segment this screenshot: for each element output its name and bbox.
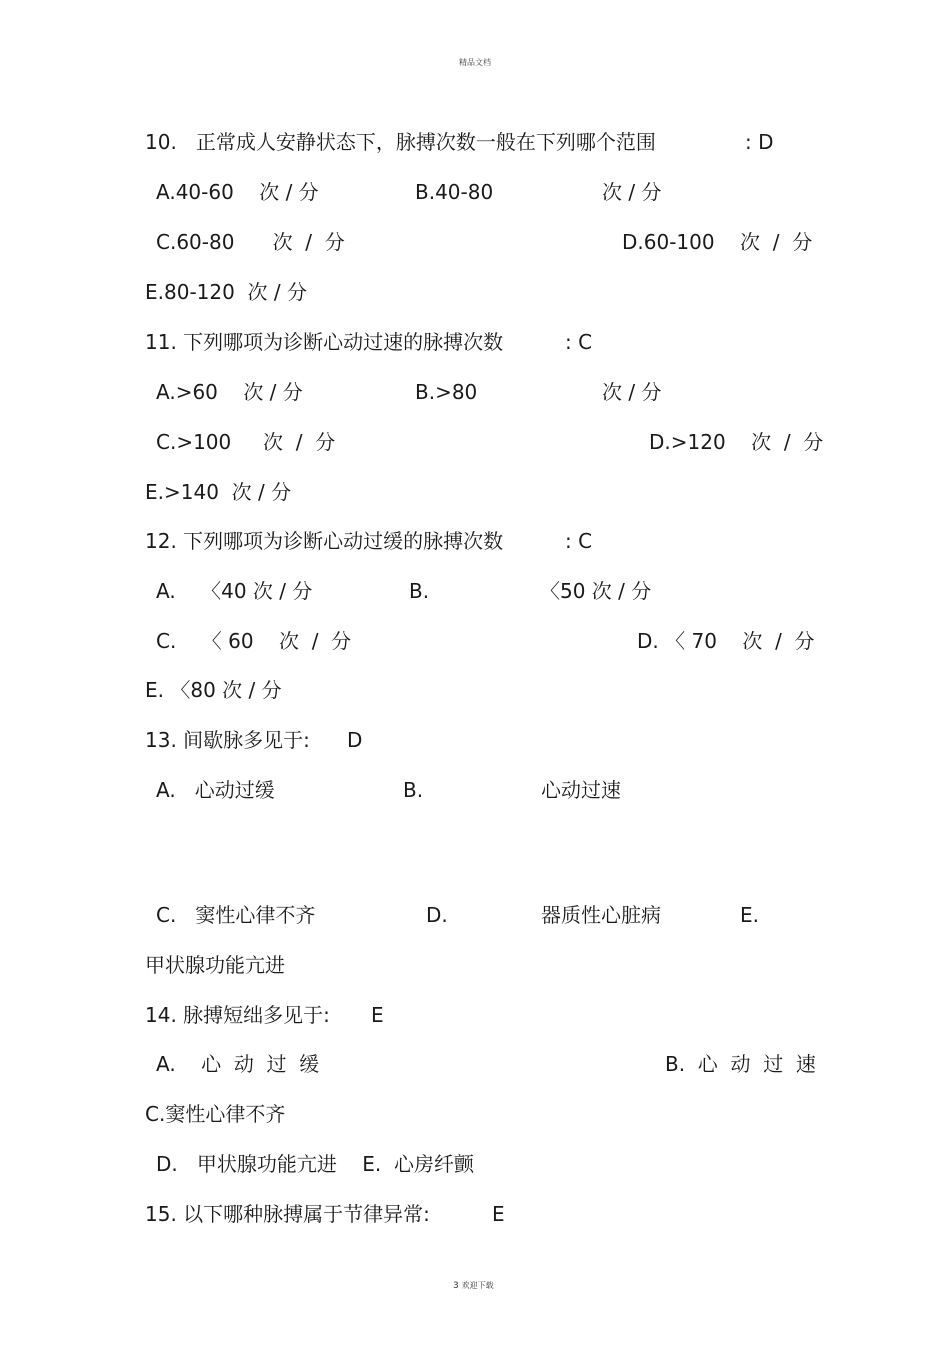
q13-option-a: A. 心动过缓 xyxy=(156,778,275,802)
q11-option-b-unit: 次 / 分 xyxy=(602,380,662,404)
q12-option-d: D. 〈 70 次 / 分 xyxy=(637,629,815,653)
q11-option-c: C.>100 次 / 分 xyxy=(156,430,336,454)
q13-option-c: C. 窦性心律不齐 xyxy=(156,903,316,927)
q13-option-d-text: 器质性心脏病 xyxy=(541,903,661,927)
question-15-answer: E xyxy=(492,1202,505,1226)
q13-option-d: D. xyxy=(426,903,448,927)
q12-option-a: A. 〈40 次 / 分 xyxy=(156,579,313,603)
q14-option-d-e: D. 甲状腺功能亢进 E. 心房纤颤 xyxy=(156,1152,474,1176)
page-header: 精品文档 xyxy=(459,58,491,67)
question-13-stem: 13. 间歇脉多见于: xyxy=(145,728,310,752)
q11-option-b: B.>80 xyxy=(415,380,478,404)
q11-option-d: D.>120 次 / 分 xyxy=(649,430,824,454)
question-14-answer: E xyxy=(371,1003,384,1027)
q11-option-e: E.>140 次 / 分 xyxy=(145,480,292,504)
q12-option-b-value: 〈50 次 / 分 xyxy=(540,579,652,603)
question-14-stem: 14. 脉搏短绌多见于: xyxy=(145,1003,330,1027)
q13-option-e: E. xyxy=(740,903,759,927)
q14-option-c: C.窦性心律不齐 xyxy=(145,1102,286,1126)
question-11-answer: : C xyxy=(565,330,593,354)
q14-option-a: A. 心 动 过 缓 xyxy=(156,1052,320,1076)
q12-option-b: B. xyxy=(409,579,430,603)
q10-option-b: B.40-80 xyxy=(415,180,494,204)
q13-option-e-text: 甲状腺功能亢进 xyxy=(145,953,285,977)
question-13-answer: D xyxy=(347,728,363,752)
footer-label: 欢迎下载 xyxy=(461,1281,494,1290)
q13-option-b-text: 心动过速 xyxy=(541,778,621,802)
q10-option-d: D.60-100 次 / 分 xyxy=(622,230,813,254)
q10-option-c: C.60-80 次 / 分 xyxy=(156,230,345,254)
q10-option-b-unit: 次 / 分 xyxy=(602,180,662,204)
q12-option-e: E. 〈80 次 / 分 xyxy=(145,678,282,702)
q13-option-b: B. xyxy=(403,778,424,802)
question-10-stem: 10. 正常成人安静状态下，脉搏次数一般在下列哪个范围 xyxy=(145,130,656,154)
page-footer xyxy=(453,1280,494,1292)
question-12-stem: 12. 下列哪项为诊断心动过缓的脉搏次数 xyxy=(145,529,504,553)
q10-option-a: A.40-60 次 / 分 xyxy=(156,180,319,204)
q11-option-a: A.>60 次 / 分 xyxy=(156,380,303,404)
q10-option-e: E.80-120 次 / 分 xyxy=(145,280,308,304)
question-15-stem: 15. 以下哪种脉搏属于节律异常: xyxy=(145,1202,430,1226)
q12-option-c: C. 〈 60 次 / 分 xyxy=(156,629,352,653)
page-number: 3 xyxy=(453,1281,459,1291)
question-10-answer: : D xyxy=(745,130,774,154)
q14-option-b: B. 心 动 过 速 xyxy=(665,1052,816,1076)
question-12-answer: : C xyxy=(565,529,593,553)
question-11-stem: 11. 下列哪项为诊断心动过速的脉搏次数 xyxy=(145,330,504,354)
